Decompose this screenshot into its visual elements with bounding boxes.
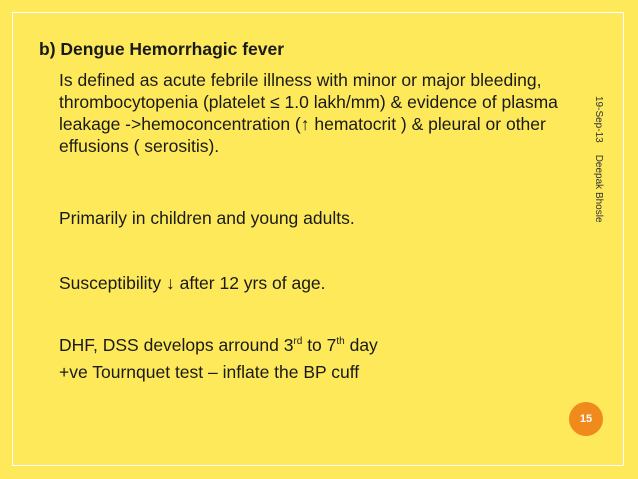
bullet-item [39, 69, 579, 157]
bullet-text-part: DHF, DSS develops arround 3 [59, 334, 294, 355]
page-number: 15 [579, 413, 593, 425]
bullet-text: +ve Tournquet test – inflate the BP cuff [59, 362, 360, 382]
page-number-badge [569, 402, 603, 436]
bullet-item [39, 331, 378, 356]
bullet-text-part: day [344, 334, 378, 355]
bullet-item [39, 361, 359, 383]
bullet-text [59, 331, 378, 356]
bullet-item [39, 272, 326, 294]
bullet-item [39, 207, 355, 229]
footer-author: Deepak Bhosle [593, 154, 604, 223]
bullet-text: Susceptibility ↓ after 12 yrs of age. [59, 273, 326, 293]
ordinal-suffix: rd [293, 336, 303, 347]
slide-heading: b) Dengue Hemorrhagic fever [39, 39, 285, 59]
ordinal-suffix: th [336, 336, 345, 347]
slide-footer-vertical [592, 96, 604, 223]
footer-date: 19-Sep-13 [593, 96, 604, 143]
bullet-text: Primarily in children and young adults. [59, 208, 355, 228]
bullet-text: Is defined as acute febrile illness with minor or major bleeding, thrombocytopenia (platelet ≤ 1.0 lakh/mm) & evidence of plasma leakage ->hemoconcentration (↑ hematocrit ) & pleural or other effusions ( serositis). [59, 70, 558, 156]
bullet-text-part: to 7 [302, 334, 337, 355]
